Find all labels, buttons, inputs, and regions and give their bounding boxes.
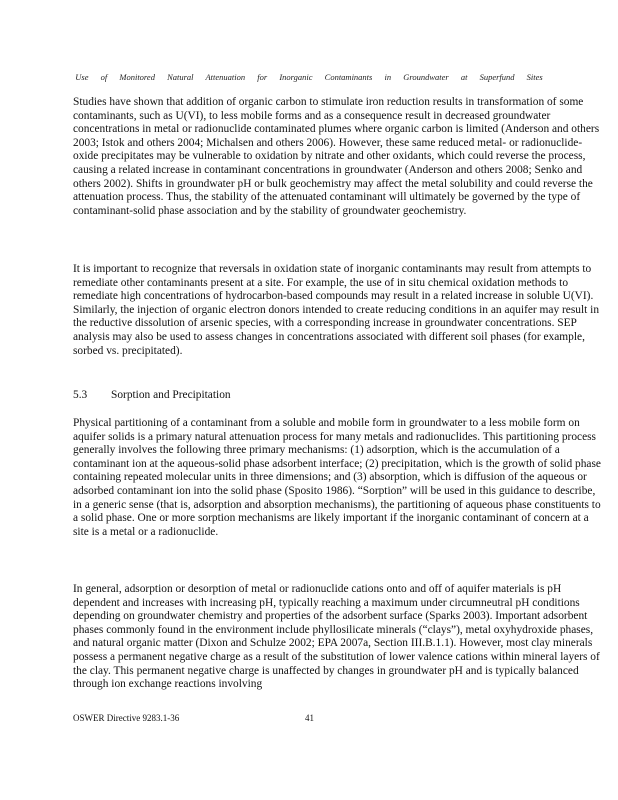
section-heading (73, 389, 231, 401)
paragraph-reversibility: Studies have shown that addition of organic carbon to stimulate iron reduction results in transformation of some contaminants, such as U(VI), to less mobile forms and as a consequence result in decreased groundwater concentrations in metal or radionuclide contaminated plumes where organic carbon is limited (Anderson and others 2003; Istok and others 2004; Michalsen and others 2006). However, these same reduced metal- or radionuclide-oxide precipitates may be vulnerable to oxidation by nitrate and other oxidants, which could reverse the process, causing a related increase in contaminant concentrations in groundwater (Anderson and others 2008; Senko and others 2002). Shifts in groundwater pH or bulk geochemistry may affect the metal solubility and could reverse the attenuation process. Thus, the stability of the attenuated contaminant will ultimately be governed by the type of contaminant-solid phase association and by the stability of groundwater geochemistry. (73, 96, 600, 217)
section-title: Sorption and Precipitation (111, 389, 231, 401)
section-number: 5.3 (73, 389, 88, 401)
footer-directive: OSWER Directive 9283.1-36 (73, 713, 180, 723)
paragraph-remediation-reversals: It is important to recognize that reversals in oxidation state of inorganic contaminants may result from attempts to remediate other contaminants present at a site. For example, the use of in situ chemical oxidation methods to remediate high concentrations of hydrocarbon-based compounds may result in a related increase in soluble U(VI). Similarly, the injection of organic electron donors intended to create reducing conditions in an aquifer may result in the reductive dissolution of arsenic species, with a corresponding increase in groundwater concentrations. SEP analysis may also be used to assess changes in concentrations associated with different soil phases (for example, sorbed vs. precipitated). (73, 263, 600, 357)
paragraph-partitioning: Physical partitioning of a contaminant from a soluble and mobile form in groundwater to a less mobile form on aquifer solids is a primary natural attenuation process for many metals and radionuclides. This partitioning process generally involves the following three primary mechanisms: (1) adsorption, which is the accumulation of a contaminant ion at the aqueous-solid phase adsorbent interface; (2) precipitation, which is the growth of solid phase containing repeated molecular units in three dimensions; and (3) absorption, which is diffusion of the aqueous or adsorbed contaminant ion into the solid phase (Sposito 1986). “Sorption” will be used in this guidance to describe, in a generic sense (that is, adsorption and absorption mechanisms), the partitioning of aqueous phase constituents to a solid phase. One or more sorption mechanisms are likely important if the inorganic contaminant of concern at a site is a metal or a radionuclide. (73, 417, 601, 538)
paragraph-adsorption: In general, adsorption or desorption of metal or radionuclide cations onto and off of aquifer materials is pH dependent and increases with increasing pH, typically reaching a maximum under circumneutral pH conditions depending on groundwater chemistry and properties of the adsorbent surface (Sparks 2003). Important adsorbent phases commonly found in the environment include phyllosilicate minerals (“clays”), metal oxyhydroxide phases, and natural organic matter (Dixon and Schulze 2002; EPA 2007a, Section III.B.1.1). However, most clay minerals possess a permanent negative charge as a result of the substitution of lower valence cations within mineral layers of the clay. This permanent negative charge is unaffected by changes in groundwater pH and is typically balanced through ion exchange reactions involving (73, 583, 600, 691)
running-header: Use of Monitored Natural Attenuation for Inorganic Contaminants in Groundwater at Superfund Sites (75, 72, 543, 82)
page-number: 41 (305, 713, 314, 723)
